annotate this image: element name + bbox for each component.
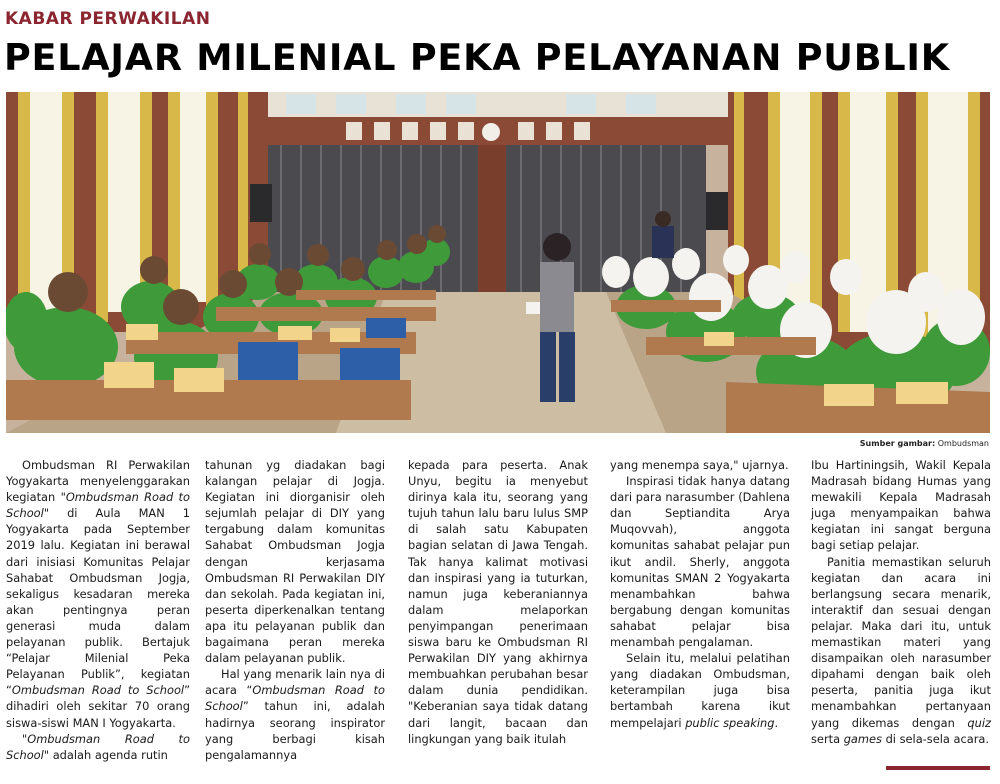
- paragraph: "Ombudsman Road to School" adalah agenda rutin: [6, 731, 190, 762]
- paragraph: Selain itu, melalui pelatihan yang diadakan Ombudsman, keterampilan juga bisa bertambah karena ikut mempelajari public speaking.: [610, 651, 790, 730]
- paragraph: Ibu Hartiningsih, Wakil Kepala Madrasah bidang Humas yang mewakili Kepala Madrasah juga menyampaikan bahwa kegiatan ini sangat berguna bagi setiap pelajar.: [811, 458, 991, 553]
- paragraph: Hal yang menarik lain nya di acara “Ombudsman Road to School” tahun ini, adalah hadirnya seorang inspirator yang berbagi kisah pengalamannya: [205, 667, 385, 762]
- paragraph: Panitia memastikan seluruh kegiatan dan acara ini berlangsung secara menarik, interaktif dan sesuai dengan pelajar. Maka dari itu, untuk memastikan materi yang disampaikan oleh narasumber dipahami dengan baik oleh peserta, panitia juga ikut menambahkan pertanyaan yang dikemas dengan quiz serta games di sela-sela acara.: [811, 554, 991, 746]
- article-column-1: [6, 457, 190, 763]
- paragraph: tahunan yg diadakan bagi kalangan pelajar di Jogja. Kegiatan ini diorganisir oleh sejumlah pelajar di DIY yang tergabung dalam komunitas Sahabat Ombudsman Jogja dengan kerjasama Ombudsman RI Perwakilan DIY dan sekolah. Pada kegiatan ini, peserta diperkenalkan tentang apa itu pelayanan publik dan bagaimana peran mereka dalam pelayanan publik.: [205, 458, 385, 666]
- paragraph: Inspirasi tidak hanya datang dari para narasumber (Dahlena dan Septiandita Arya Muqovvah), anggota komunitas sahabat pelajar pun ikut andil. Sherly, anggota komunitas SMAN 2 Yogyakarta menambahkan bahwa bergabung dengan komunitas sahabat pelajar bisa menambah pengalaman.: [610, 474, 790, 650]
- article-column-3: [408, 457, 588, 747]
- article-column-5: [811, 457, 991, 747]
- headline: PELAJAR MILENIAL PEKA PELAYANAN PUBLIK: [4, 36, 950, 79]
- caption-label: Sumber gambar:: [859, 439, 936, 448]
- photo-caption: [860, 439, 989, 448]
- paragraph: Ombudsman RI Perwakilan Yogyakarta menyelenggarakan kegiatan "Ombudsman Road to School" di Aula MAN 1 Yogyakarta pada September 2019 lalu. Kegiatan ini berawal dari inisiasi Komunitas Pelajar Sahabat Ombudsman Jogja, sekaligus kesadaran mereka akan pentingnya peran generasi muda dalam pelayanan publik. Bertajuk “Pelajar Milenial Peka Pelayanan Publik”, kegiatan “Ombudsman Road to School” dihadiri oleh sekitar 70 orang siswa-siswi MAN I Yogyakarta.: [6, 458, 190, 730]
- section-label: KABAR PERWAKILAN: [5, 9, 211, 29]
- paragraph: yang menempa saya," ujarnya.: [610, 458, 789, 472]
- article-photo: [6, 92, 990, 433]
- caption-source: Ombudsman: [937, 439, 989, 448]
- article-column-2: [205, 457, 385, 763]
- paragraph: kepada para peserta. Anak Unyu, begitu ia menyebut dirinya kala itu, seorang yang tujuh tahun lalu baru lulus SMP di salah satu Kabupaten bagian selatan di Jawa Tengah. Tak hanya kalimat motivasi dan inspirasi yang ia tuturkan, namun juga keberaniannya dalam melaporkan penyimpangan penerimaan siswa baru ke Ombudsman RI Perwakilan DIY yang akhirnya membuahkan perubahan besar dalam dunia pendidikan. "Keberanian saya tidak datang dari langit, bacaan dan lingkungan yang baik itulah: [408, 458, 588, 746]
- bottom-accent-bar: [886, 766, 990, 770]
- article-column-4: [610, 457, 790, 731]
